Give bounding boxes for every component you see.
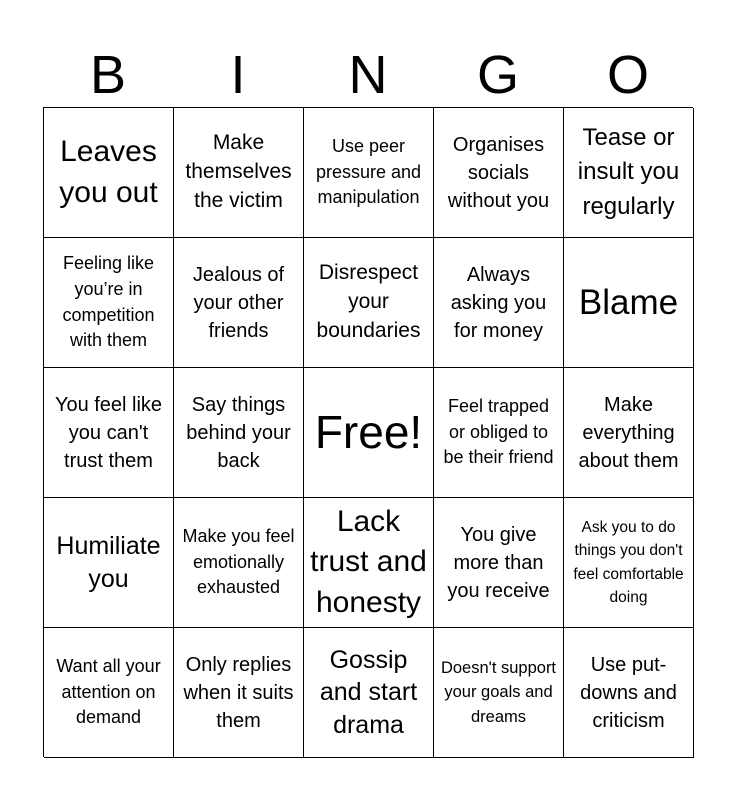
bingo-cell[interactable] [564, 368, 694, 498]
cell-text: Feeling like you’re in competition with them [62, 253, 155, 351]
bingo-cell[interactable] [44, 238, 174, 368]
cell-text: Make everything about them [578, 393, 679, 472]
cell-text: Organises socials without you [447, 133, 550, 212]
bingo-cell[interactable] [304, 108, 434, 238]
bingo-cell[interactable] [434, 498, 564, 628]
cell-text: Make you feel emotionally exhausted [182, 526, 295, 598]
bingo-cell[interactable] [44, 628, 174, 758]
cell-text: Only replies when it suits them [183, 653, 294, 732]
bingo-header [43, 44, 693, 106]
bingo-cell[interactable] [174, 498, 304, 628]
cell-text: Doesn't support your goals and dreams [440, 658, 557, 726]
cell-text: Blame [578, 282, 679, 322]
bingo-cell[interactable] [564, 238, 694, 368]
bingo-cell[interactable] [304, 498, 434, 628]
cell-text: Gossip and start drama [319, 645, 418, 739]
cell-text: Feel trapped or obliged to be their friend [443, 396, 554, 468]
bingo-cell[interactable] [44, 108, 174, 238]
bingo-cell[interactable] [174, 238, 304, 368]
cell-text: Disrespect your boundaries [316, 261, 421, 342]
cell-text: Use put-downs and criticism [580, 653, 677, 732]
bingo-cell[interactable] [434, 628, 564, 758]
bingo-grid [43, 107, 693, 757]
cell-text: Humiliate you [56, 532, 161, 593]
header-letter-g: G [476, 45, 519, 105]
header-letter-b: B [89, 45, 127, 105]
cell-text: Tease or insult you regularly [577, 124, 680, 220]
cell-text: Use peer pressure and manipulation [315, 136, 422, 208]
cell-text: Say things behind your back [186, 393, 291, 472]
cell-text: Lack trust and honesty [310, 504, 427, 619]
bingo-cell[interactable] [174, 628, 304, 758]
bingo-cell[interactable] [174, 108, 304, 238]
bingo-cell[interactable] [44, 368, 174, 498]
cell-text: Make themselves the victim [185, 131, 292, 212]
bingo-cell[interactable] [564, 628, 694, 758]
bingo-cell[interactable] [564, 108, 694, 238]
cell-text: You feel like you can't trust them [54, 393, 163, 472]
header-letter-i: I [230, 45, 246, 105]
bingo-cell[interactable] [434, 238, 564, 368]
cell-text: Leaves you out [59, 135, 158, 209]
cell-text: Always asking you for money [450, 263, 547, 342]
bingo-cell[interactable] [434, 108, 564, 238]
bingo-cell[interactable] [44, 498, 174, 628]
cell-text: Want all your attention on demand [56, 656, 161, 728]
free-space-text: Free! [314, 405, 423, 458]
free-space-cell[interactable] [304, 368, 434, 498]
cell-text: Ask you to do things you don't feel comfortable doing [573, 519, 684, 606]
bingo-cell[interactable] [174, 368, 304, 498]
cell-text: You give more than you receive [447, 523, 550, 602]
bingo-cell[interactable] [434, 368, 564, 498]
bingo-cell[interactable] [304, 628, 434, 758]
header-letter-o: O [606, 45, 649, 105]
bingo-cell[interactable] [564, 498, 694, 628]
bingo-cell[interactable] [304, 238, 434, 368]
header-letter-n: N [348, 45, 388, 105]
cell-text: Jealous of your other friends [192, 263, 285, 342]
